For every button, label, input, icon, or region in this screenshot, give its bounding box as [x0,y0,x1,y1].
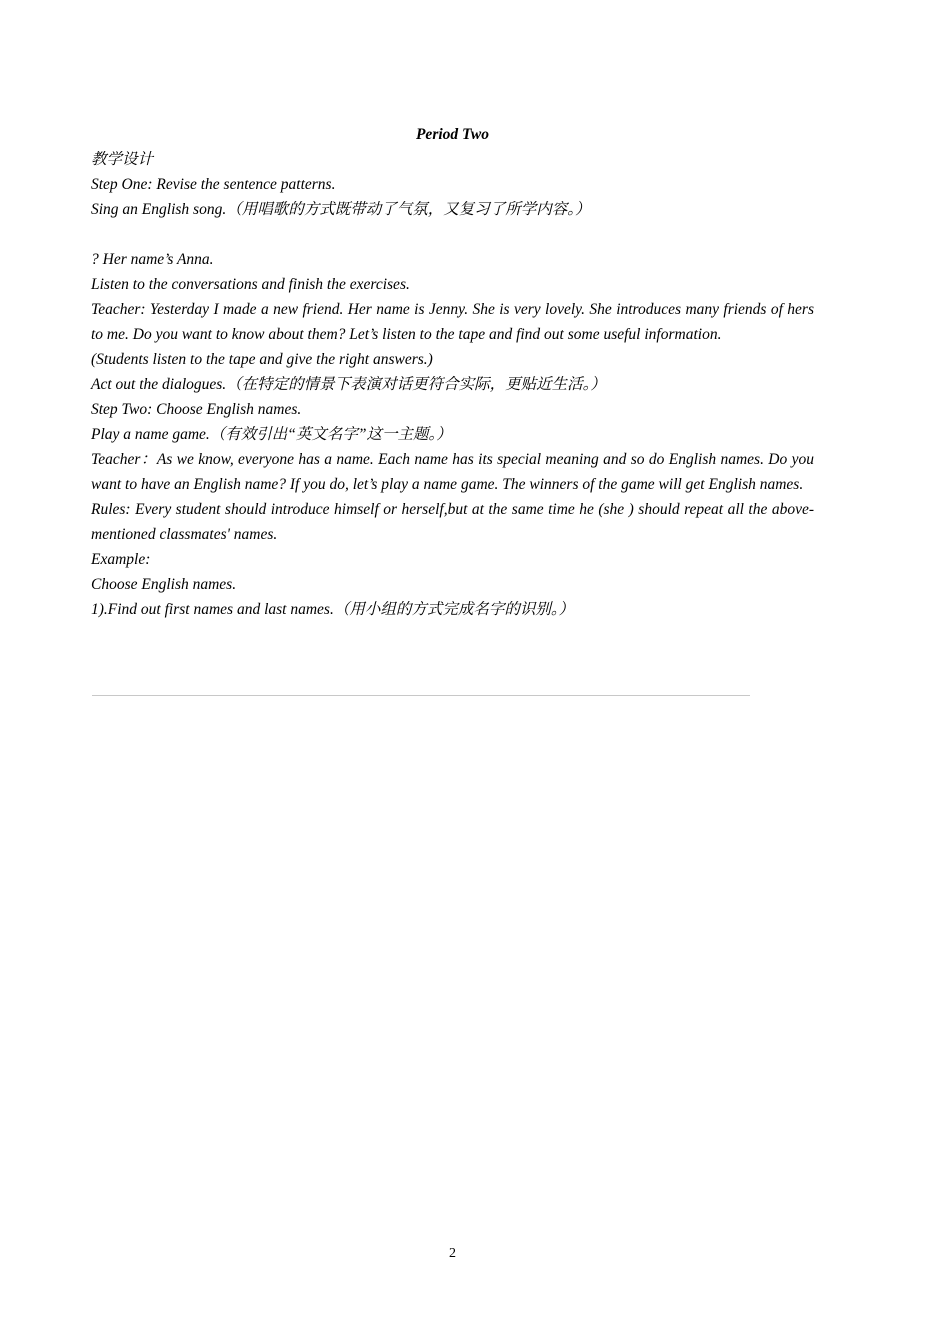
horizontal-divider [92,695,750,696]
step-one-heading: Step One: Revise the sentence patterns. [91,176,336,193]
example-label: Example: [91,551,151,568]
choose-names-line: Choose English names. [91,576,237,593]
page-number: 2 [449,1246,456,1261]
teacher-paragraph-2: Teacher：As we know, everyone has a name. Each name has its special meaning and so do English names. Do you want to have an English name? If you do, let’s play a name game. The winners of the game will get English names. [91,451,814,493]
step-two-heading: Step Two: Choose English names. [91,401,302,418]
listen-instruction: Listen to the conversations and finish the exercises. [91,276,410,293]
section-label: 教学设计 [91,151,154,168]
name-game-line: Play a name game.（有效引出“英文名字”这一主题。） [91,426,452,443]
rules-paragraph: Rules: Every student should introduce himself or herself,but at the same time he (she ) should repeat all the above-mentioned classmates' names. [91,501,814,543]
teacher-paragraph-1: Teacher: Yesterday I made a new friend. Her name is Jenny. She is very lovely. She introduces many friends of hers to me. Do you want to know about them? Let’s listen to the tape and find out some useful information. [91,301,814,343]
document-body [91,122,814,622]
act-out-line: Act out the dialogues.（在特定的情景下表演对话更符合实际，更贴近生活。） [91,376,606,393]
blank-line [91,222,814,247]
sentence-pattern-line: ? Her name’s Anna. [91,251,214,268]
students-note: (Students listen to the tape and give the right answers.) [91,351,433,368]
find-names-line: 1).Find out first names and last names.（用小组的方式完成名字的识别。） [91,601,575,618]
document-title: Period Two [415,126,490,143]
sing-song-line: Sing an English song.（用唱歌的方式既带动了气氛，又复习了所学内容。） [91,201,591,218]
